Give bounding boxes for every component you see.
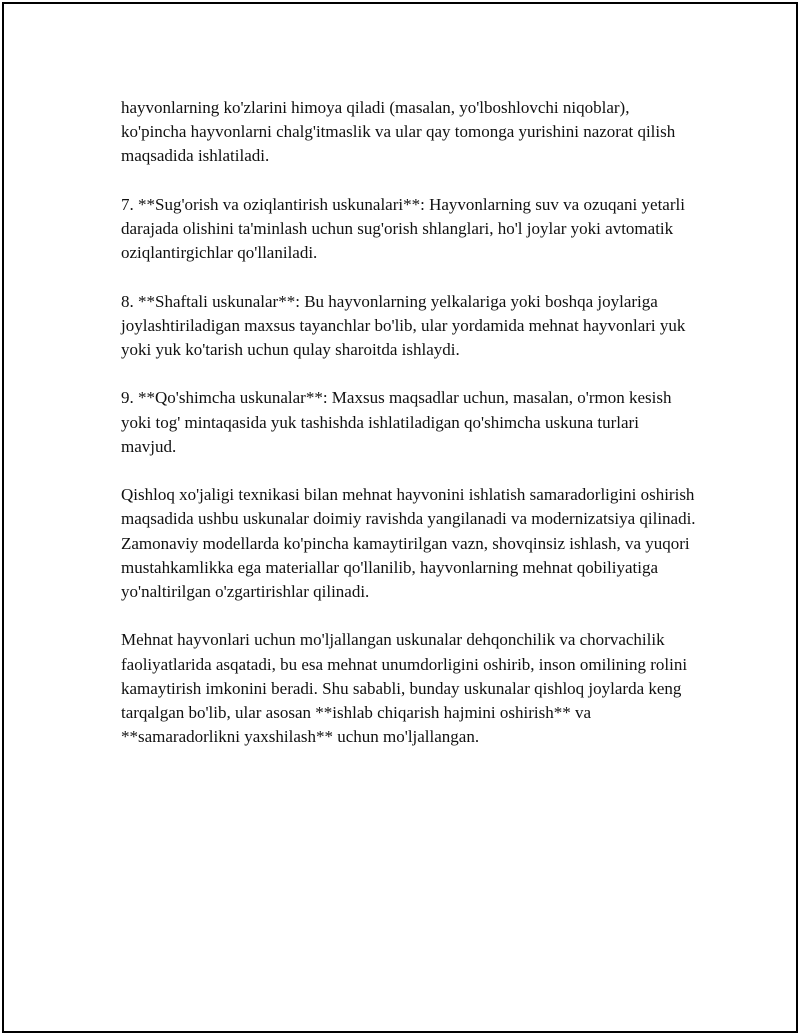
paragraph-eye-protection: hayvonlarning ko'zlarini himoya qiladi (masalan, yo'lboshlovchi niqoblar), ko'pincha hayvonlarni chalg'itmaslik va ular qay tomonga yurishini nazorat qilish maqsadida ishlatiladi.: [121, 98, 676, 166]
document-body: [121, 96, 696, 774]
paragraph-additional-equipment: 9. **Qo'shimcha uskunalar**: Maxsus maqsadlar uchun, masalan, o'rmon kesish yoki tog' mintaqasida yuk tashishda ishlatiladigan qo'shimcha uskuna turlari mavjud.: [121, 388, 672, 456]
paragraph-watering-feeding-equipment: 7. **Sug'orish va oziqlantirish uskunalari**: Hayvonlarning suv va ozuqani yetarli darajada olishini ta'minlash uchun sug'orish shlanglari, ho'l joylar yoki avtomatik oziqlantirgichlar qo'llaniladi.: [121, 194, 685, 263]
paragraph-conclusion: Mehnat hayvonlari uchun mo'ljallangan uskunalar dehqonchilik va chorvachilik faoliyatlarida asqatadi, bu esa mehnat unumdorligini oshirib, inson omilining rolini kamaytirish imkonini beradi. Shu sababli, bunday uskunalar qishloq joylarda keng tarqalgan bo'lib, ular asosan **ishlab chiqarish hajmini oshirish** va **samaradorlikni yaxshilash** uchun mo'ljallangan.: [121, 630, 688, 747]
paragraph-modernization: Qishloq xo'jaligi texnikasi bilan mehnat hayvonini ishlatish samaradorligini oshirish maqsadida ushbu uskunalar doimiy ravishda yangilanadi va modernizatsiya qilinadi. Zamonaviy modellarda ko'pincha kamaytirilgan vazn, shovqinsiz ishlash, va yuqori mustahkamlikka ega materiallar qo'llanilib, hayvonlarning mehnat qobiliyatiga yo'naltirilgan o'zgartirishlar qilinadi.: [121, 485, 696, 601]
document-page: [2, 2, 798, 1033]
paragraph-shaft-equipment: 8. **Shaftali uskunalar**: Bu hayvonlarning yelkalariga yoki boshqa joylariga joylashtiriladigan maxsus tayanchlar bo'lib, ular yordamida mehnat hayvonlari yuk yoki yuk ko'tarish uchun qulay sharoitda ishlaydi.: [121, 291, 686, 359]
